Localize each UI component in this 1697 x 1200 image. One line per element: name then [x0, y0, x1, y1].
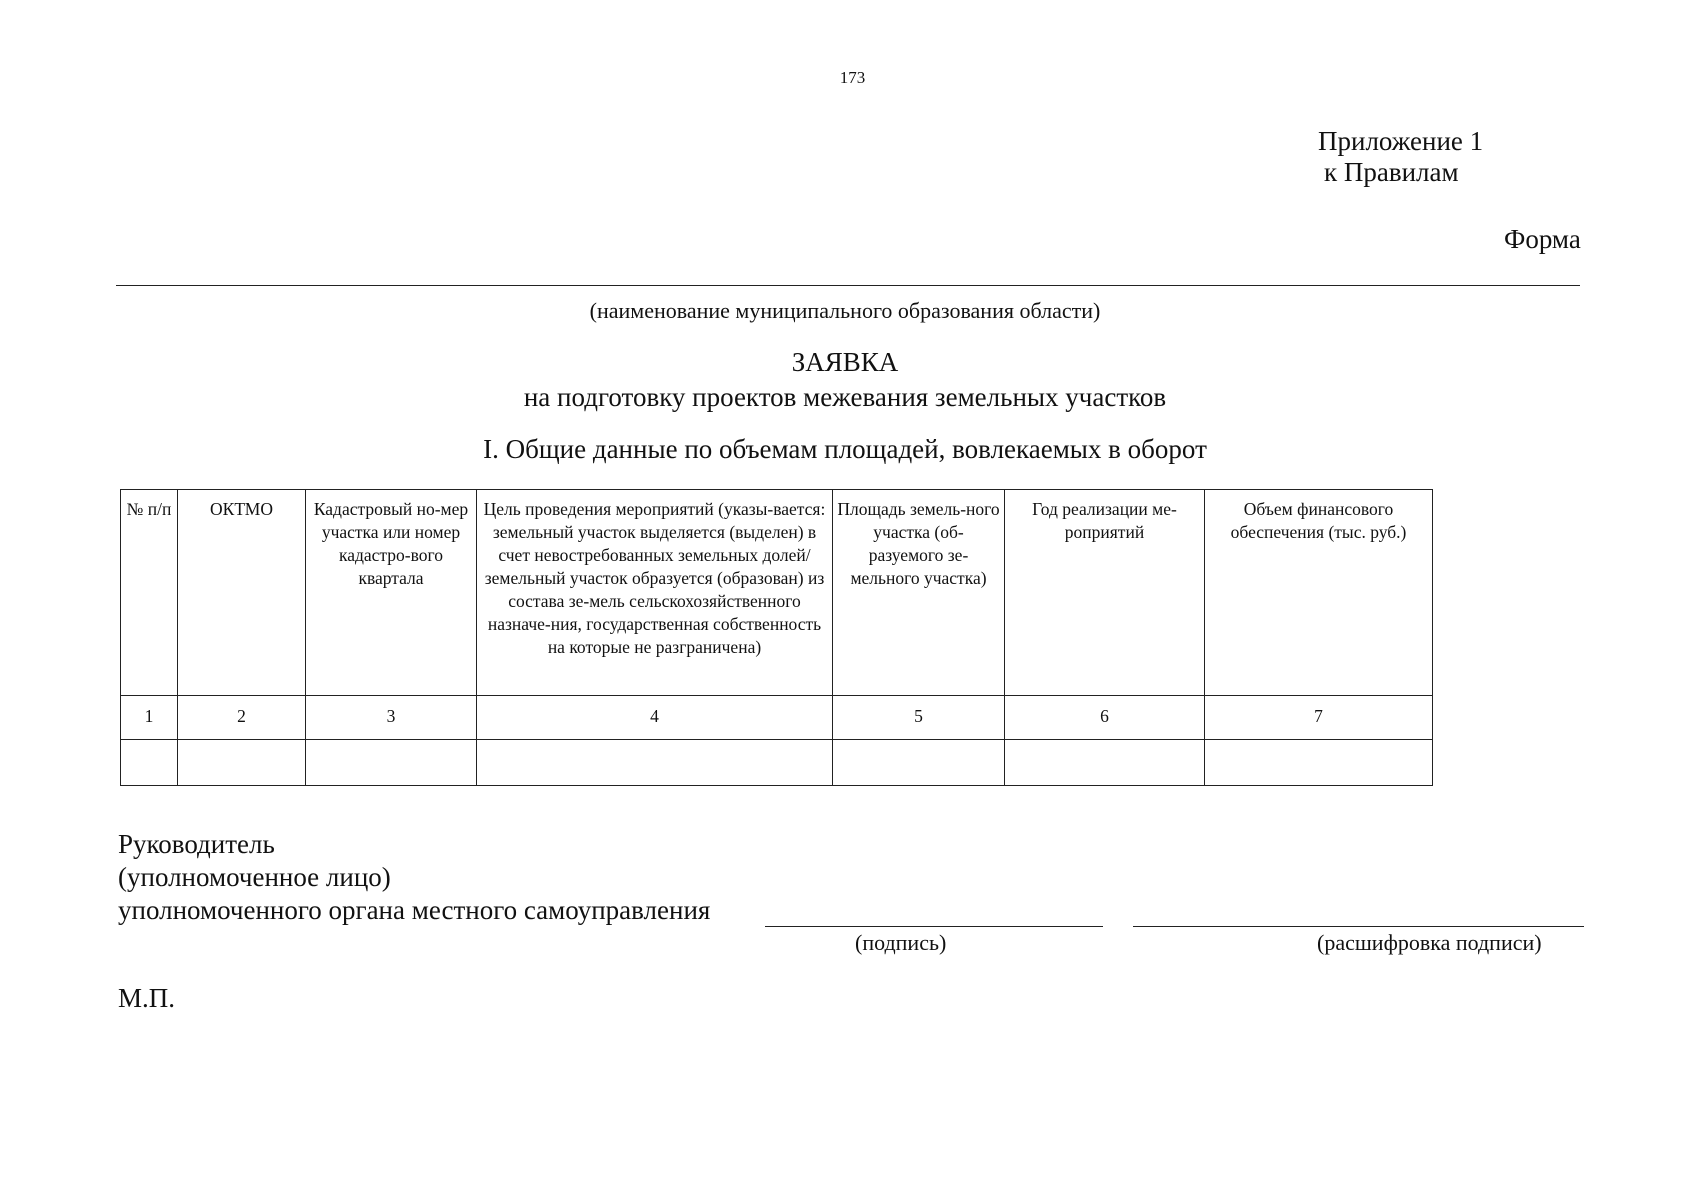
document-title: ЗАЯВКА: [791, 347, 899, 377]
table-cell: [1205, 740, 1433, 786]
page-number: 173: [839, 68, 866, 87]
table-cell: [477, 740, 833, 786]
signature-caption: (подпись): [855, 930, 947, 955]
table-header-row: [121, 490, 1433, 696]
column-number: 6: [1005, 696, 1205, 740]
column-number: 3: [306, 696, 477, 740]
municipality-caption: (наименование муниципального образования области): [589, 298, 1101, 323]
appendix-line-1: Приложение 1: [1318, 126, 1484, 156]
signatory-line-3: уполномоченного органа местного самоуправления: [118, 895, 711, 925]
signatory-line-2: (уполномоченное лицо): [118, 862, 391, 892]
data-table: [120, 489, 1433, 786]
stamp-place: М.П.: [118, 983, 176, 1013]
document-subtitle: на подготовку проектов межевания земельных участков: [523, 382, 1167, 412]
appendix-reference: [1318, 126, 1483, 188]
municipality-name-line: [116, 285, 1580, 286]
column-header: Цель проведения мероприятий (указы-вается: земельный участок выделяется (выделен) в счет невостребованных земельных долей/земельный участок образуется (образован) из состава зе-мель сельскохозяйственного назначе-ния, государственная собственность на которые не разграничена): [477, 490, 833, 696]
column-number: 1: [121, 696, 178, 740]
column-header: ОКТМО: [178, 490, 306, 696]
table-row: [121, 740, 1433, 786]
signature-decode-caption: (расшифровка подписи): [1317, 930, 1542, 955]
table-cell: [178, 740, 306, 786]
form-label: Форма: [1504, 224, 1581, 254]
column-header: Кадастровый но-мер участка или номер кадастро-вого квартала: [306, 490, 477, 696]
column-header: Площадь земель-ного участка (об-разуемого зе-мельного участка): [833, 490, 1005, 696]
table-cell: [1005, 740, 1205, 786]
signature-decode-line: [1133, 926, 1584, 927]
column-number-row: [121, 696, 1433, 740]
table-cell: [833, 740, 1005, 786]
column-header: № п/п: [121, 490, 178, 696]
column-number: 5: [833, 696, 1005, 740]
signature-line: [765, 926, 1103, 927]
column-header: Год реализации ме-роприятий: [1005, 490, 1205, 696]
table-cell: [306, 740, 477, 786]
column-number: 2: [178, 696, 306, 740]
column-number: 4: [477, 696, 833, 740]
section-title: I. Общие данные по объемам площадей, вовлекаемых в оборот: [483, 434, 1207, 464]
column-header: Объем финансового обеспечения (тыс. руб.): [1205, 490, 1433, 696]
signatory-line-1: Руководитель: [118, 829, 275, 859]
table-cell: [121, 740, 178, 786]
column-number: 7: [1205, 696, 1433, 740]
appendix-line-2: к Правилам: [1324, 157, 1459, 187]
signatory-block: [118, 828, 710, 927]
